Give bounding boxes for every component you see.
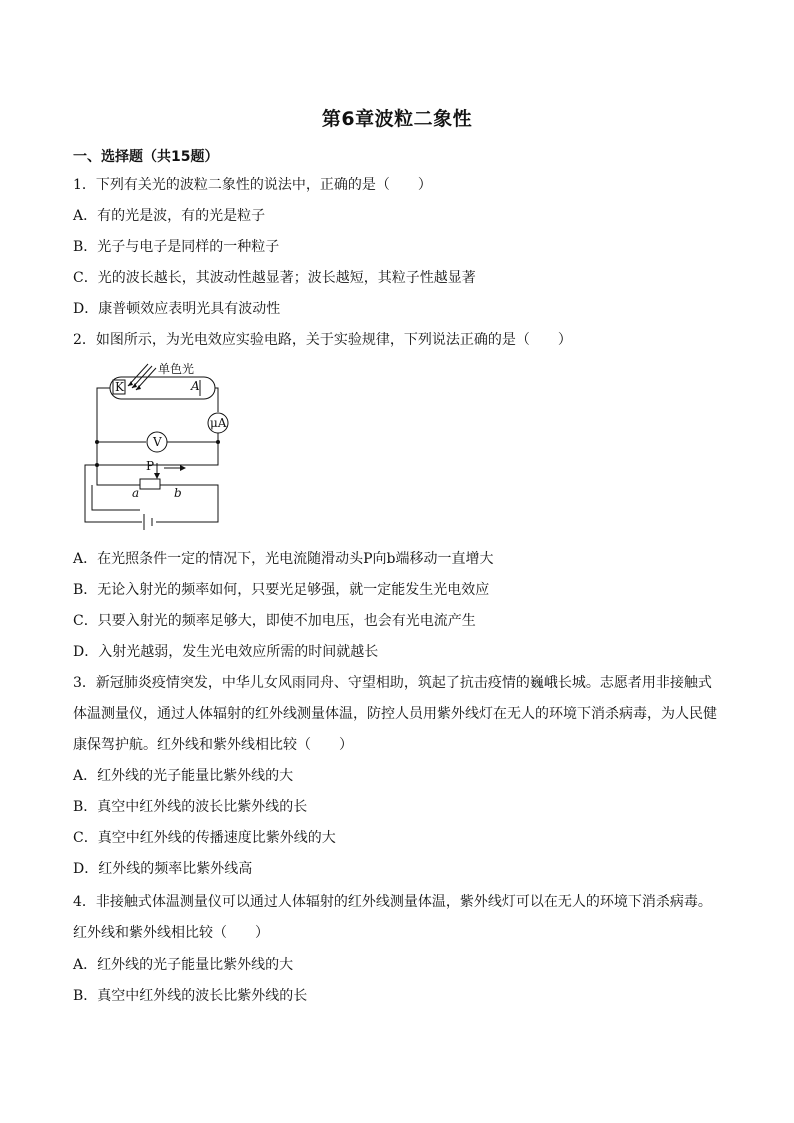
slider-arrow-head (154, 473, 160, 479)
light-label: 单色光 (158, 362, 195, 376)
wire-left-top (97, 388, 110, 442)
slider-label: P (146, 459, 155, 473)
q1-option-d: D．康普顿效应表明光具有波动性 (73, 301, 281, 317)
voltmeter-label: V (153, 435, 162, 449)
photoelectric-circuit-diagram (80, 360, 240, 535)
slider-direction-arrow (180, 465, 186, 471)
end-a-label: a (132, 486, 140, 500)
ammeter-label: μA (210, 416, 227, 430)
section-heading: 一、选择题（共15题） (73, 149, 219, 165)
q4-option-a: A．红外线的光子能量比紫外线的大 (73, 957, 294, 973)
page-title: 第6章波粒二象性 (321, 108, 473, 130)
q2-option-a: A．在光照条件一定的情况下，光电流随滑动头P向b端移动一直增大 (73, 551, 494, 567)
q3-stem-line-1: 3．新冠肺炎疫情突发，中华儿女风雨同舟、守望相助，筑起了抗击疫情的巍峨长城。志愿者用非接触式 (73, 675, 712, 691)
q4-stem-line-1: 4．非接触式体温测量仪可以通过人体辐射的红外线测量体温，紫外线灯可以在无人的环境下消杀病毒。 (73, 894, 712, 910)
end-b-label: b (174, 486, 182, 500)
q2-option-b: B．无论入射光的频率如何，只要光足够强，就一定能发生光电效应 (73, 582, 490, 598)
q4-stem-line-2: 红外线和紫外线相比较（ ） (73, 925, 269, 941)
anode-label: A (191, 379, 200, 393)
q2-stem: 2．如图所示，为光电效应实验电路，关于实验规律，下列说法正确的是（ ） (73, 332, 572, 348)
q3-option-b: B．真空中红外线的波长比紫外线的长 (73, 799, 308, 815)
q1-option-a: A．有的光是波，有的光是粒子 (73, 208, 266, 224)
q1-option-c: C．光的波长越长，其波动性越显著；波长越短，其粒子性越显著 (73, 270, 476, 286)
q4-option-b: B．真空中红外线的波长比紫外线的长 (73, 988, 308, 1004)
q3-option-d: D．红外线的频率比紫外线高 (73, 861, 253, 877)
q3-option-c: C．真空中红外线的传播速度比紫外线的大 (73, 830, 336, 846)
q3-stem-line-3: 康保驾护航。红外线和紫外线相比较（ ） (73, 737, 353, 753)
wire-rheostat-right (156, 485, 218, 522)
circuit-svg (80, 360, 240, 535)
q2-option-c: C．只要入射光的频率足够大，即使不加电压，也会有光电流产生 (73, 613, 476, 629)
q3-stem-line-2: 体温测量仪，通过人体辐射的红外线测量体温，防控人员用紫外线灯在无人的环境下消杀病毒，为人民健 (73, 706, 717, 722)
wire-right-top (215, 388, 218, 412)
q1-stem: 1．下列有关光的波粒二象性的说法中，正确的是（ ） (73, 177, 432, 193)
cathode-label: K (115, 380, 124, 394)
q1-option-b: B．光子与电子是同样的一种粒子 (73, 239, 280, 255)
q3-option-a: A．红外线的光子能量比紫外线的大 (73, 768, 294, 784)
q2-option-d: D．入射光越弱，发生光电效应所需的时间就越长 (73, 644, 379, 660)
rheostat (140, 479, 160, 489)
